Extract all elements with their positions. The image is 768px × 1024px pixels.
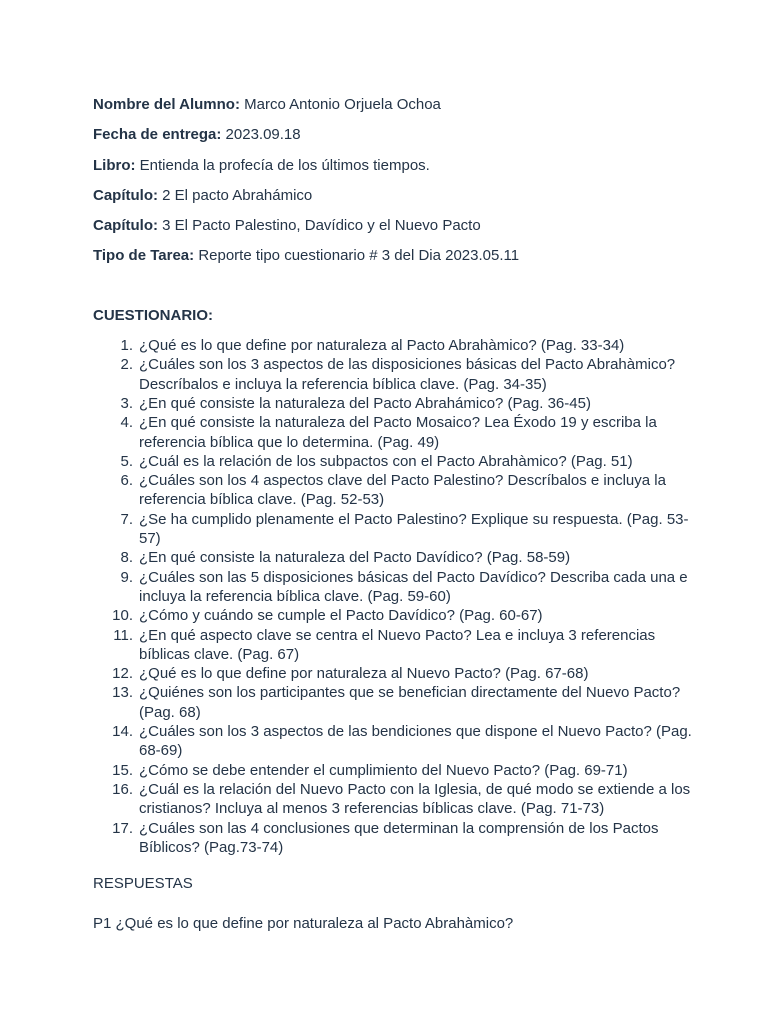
questions-list	[93, 336, 693, 857]
question-number: 7.	[120, 510, 133, 528]
question-text: ¿Cómo se debe entender el cumplimiento del Nuevo Pacto? (Pag. 69-71)	[139, 761, 628, 779]
question-item	[93, 761, 693, 780]
question-item	[93, 683, 693, 722]
book-label: Libro:	[93, 156, 136, 174]
question-item	[93, 394, 693, 413]
book-field	[93, 156, 693, 175]
question-item	[93, 780, 693, 819]
question-text: ¿Cuáles son las 4 conclusiones que determinan la comprensión de los Pactos Bíblicos? (Pag.73-74)	[139, 819, 659, 856]
question-item	[93, 452, 693, 471]
book-value: Entienda la profecía de los últimos tiempos.	[139, 156, 430, 174]
question-item	[93, 819, 693, 858]
question-text: ¿En qué aspecto clave se centra el Nuevo Pacto? Lea e incluya 3 referencias bíblicas clave. (Pag. 67)	[139, 626, 656, 663]
question-text: ¿Cuál es la relación del Nuevo Pacto con la Iglesia, de qué modo se extiende a los cristianos? Incluya al menos 3 referencias bíblicas clave. (Pag. 71-73)	[139, 780, 691, 818]
chapter-field-1	[93, 186, 693, 205]
question-number: 8.	[120, 549, 133, 567]
question-item	[93, 510, 693, 549]
question-text: ¿Cuáles son las 5 disposiciones básicas del Pacto Davídico? Describa cada una e incluya la referencia bíblica clave. (Pag. 59-60)	[139, 568, 688, 605]
answer-question-1: P1 ¿Qué es lo que define por naturaleza al Pacto Abrahàmico?	[93, 915, 514, 933]
question-text: ¿Qué es lo que define por naturaleza al Pacto Abrahàmico? (Pag. 33-34)	[139, 337, 625, 355]
question-number: 13.	[112, 684, 133, 702]
task-type-value: Reporte tipo cuestionario # 3 del Dia 2023.05.11	[198, 247, 520, 265]
question-item	[93, 355, 693, 394]
question-text: ¿Cuáles son los 3 aspectos de las disposiciones básicas del Pacto Abrahàmico? Descríbalos e incluya la referencia bíblica clave. (Pag. 34-35)	[139, 356, 676, 393]
question-text: ¿En qué consiste la naturaleza del Pacto Davídico? (Pag. 58-59)	[139, 549, 571, 567]
question-number: 14.	[112, 723, 133, 741]
chapter-value-2: 3 El Pacto Palestino, Davídico y el Nuevo Pacto	[162, 217, 481, 235]
document-page	[93, 95, 693, 934]
question-item	[93, 568, 693, 607]
due-date-value: 2023.09.18	[225, 126, 301, 144]
question-item	[93, 664, 693, 683]
question-number: 15.	[112, 761, 133, 779]
student-name-field	[93, 95, 693, 114]
question-number: 11.	[113, 626, 133, 644]
question-item	[93, 548, 693, 567]
student-name-value: Marco Antonio Orjuela Ochoa	[244, 96, 441, 113]
questionnaire-title: CUESTIONARIO:	[93, 306, 213, 324]
question-number: 1.	[120, 337, 133, 355]
question-text: ¿Cómo y cuándo se cumple el Pacto Davídico? (Pag. 60-67)	[139, 607, 543, 625]
chapter-label-2: Capítulo:	[93, 217, 158, 235]
question-text: ¿Qué es lo que define por naturaleza al Nuevo Pacto? (Pag. 67-68)	[139, 665, 589, 683]
question-item	[93, 471, 693, 510]
chapter-label-1: Capítulo:	[93, 186, 158, 204]
answers-title: RESPUESTAS	[93, 875, 193, 893]
question-text: ¿Cuáles son los 4 aspectos clave del Pacto Palestino? Descríbalos e incluya la referencia bíblica clave. (Pag. 52-53)	[139, 472, 666, 509]
question-number: 6.	[120, 472, 133, 490]
question-number: 2.	[120, 356, 133, 374]
question-number: 12.	[112, 665, 133, 683]
question-text: ¿En qué consiste la naturaleza del Pacto Mosaico? Lea Éxodo 19 y escriba la referencia bíblica que lo determina. (Pag. 49)	[139, 414, 657, 451]
question-text: ¿Cuál es la relación de los subpactos con el Pacto Abrahàmico? (Pag. 51)	[139, 452, 633, 470]
question-number: 3.	[120, 394, 133, 412]
task-type-label: Tipo de Tarea:	[93, 247, 195, 265]
question-item	[93, 626, 693, 665]
chapter-value-1: 2 El pacto Abrahámico	[162, 186, 313, 204]
student-name-label: Nombre del Alumno:	[93, 96, 240, 113]
question-text: ¿Cuáles son los 3 aspectos de las bendiciones que dispone el Nuevo Pacto? (Pag. 68-69)	[139, 723, 692, 760]
question-item	[93, 336, 693, 355]
question-item	[93, 606, 693, 625]
due-date-field	[93, 125, 693, 144]
due-date-label: Fecha de entrega:	[93, 126, 222, 144]
question-text: ¿Quiénes son los participantes que se benefician directamente del Nuevo Pacto? (Pag. 68)	[139, 684, 681, 721]
question-item	[93, 413, 693, 452]
chapter-field-2	[93, 216, 693, 235]
question-number: 10.	[112, 607, 133, 625]
question-text: ¿En qué consiste la naturaleza del Pacto Abrahámico? (Pag. 36-45)	[139, 394, 591, 412]
question-number: 16.	[112, 780, 133, 798]
question-text: ¿Se ha cumplido plenamente el Pacto Palestino? Explique su respuesta. (Pag. 53-57)	[139, 510, 689, 548]
question-number: 9.	[120, 568, 133, 586]
question-number: 17.	[112, 819, 133, 837]
question-number: 5.	[120, 452, 133, 470]
question-number: 4.	[120, 414, 133, 432]
task-type-field	[93, 246, 693, 265]
question-item	[93, 722, 693, 761]
